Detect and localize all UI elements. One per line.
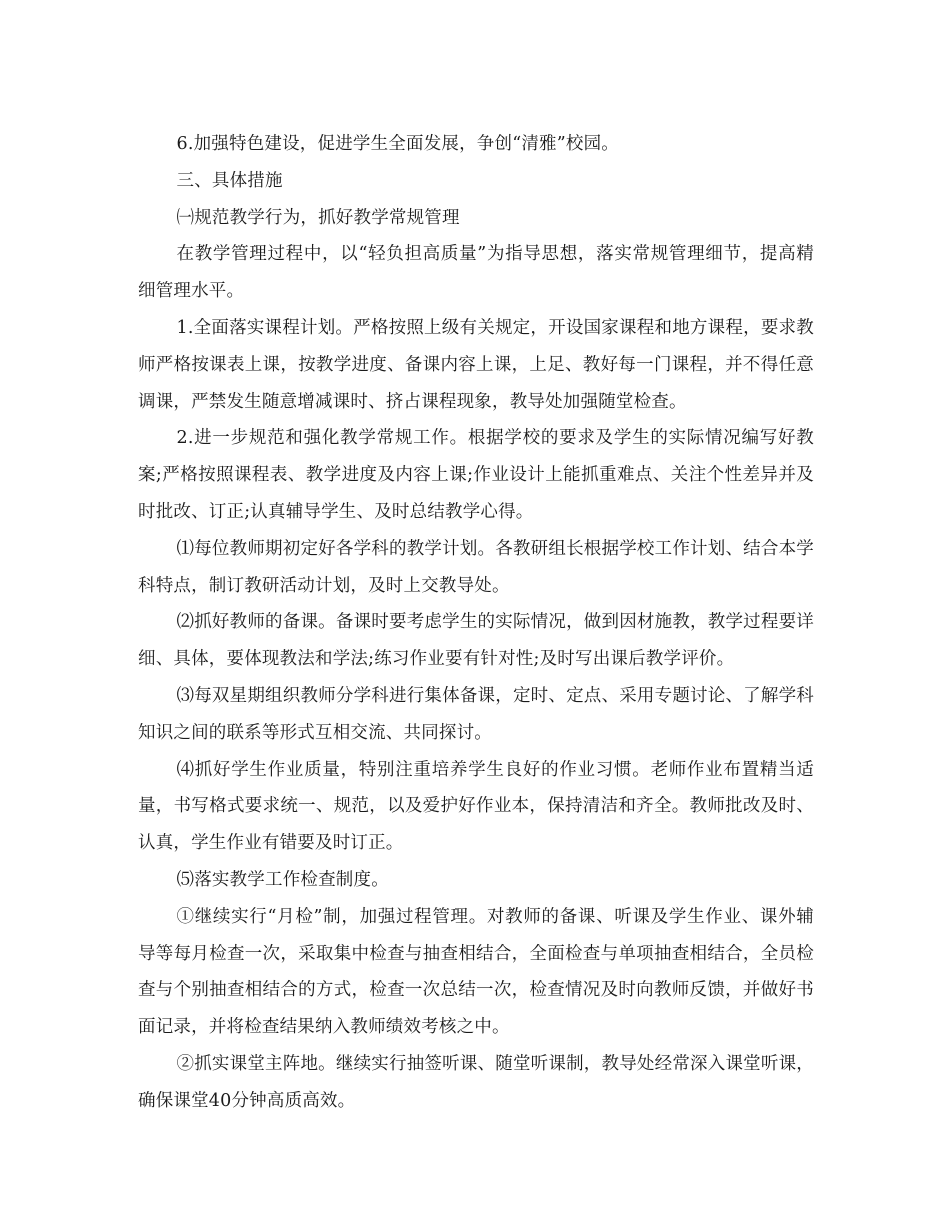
paragraph-sub-3: ⑶每双星期组织教师分学科进行集体备课，定时、定点、采用专题讨论、了解学科知识之间的联系等形式互相交流、共同探讨。 — [138, 685, 814, 743]
document-body — [138, 126, 814, 1120]
paragraph-sub-1: ⑴每位教师期初定好各学科的教学计划。各教研组长根据学校工作计划、结合本学科特点，制订教研活动计划，及时上交教导处。 — [138, 538, 814, 596]
paragraph-item-2: 2.进一步规范和强化教学常规工作。根据学校的要求及学生的实际情况编写好教案;严格按照课程表、教学进度及内容上课;作业设计上能抓重难点、关注个性差异并及时批改、订正;认真辅导学生、及时总结教学心得。 — [138, 428, 814, 522]
paragraph-sub-2: ⑵抓好教师的备课。备课时要考虑学生的实际情况，做到因材施教，教学过程要详细、具体，要体现教法和学法;练习作业要有针对性;及时写出课后教学评价。 — [138, 612, 814, 670]
section-heading-measures: 三、具体措施 — [176, 170, 283, 191]
paragraph-goal-6: 6.加强特色建设，促进学生全面发展，争创“清雅”校园。 — [176, 134, 619, 154]
paragraph-sub-5: ⑸落实教学工作检查制度。 — [176, 869, 389, 890]
paragraph-sub-4: ⑷抓好学生作业质量，特别注重培养学生良好的作业习惯。老师作业布置精当适量，书写格式要求统一、规范，以及爱护好作业本，保持清洁和齐全。教师批改及时、认真，学生作业有错要及时订正。 — [138, 759, 814, 854]
paragraph-circled-2: ②抓实课堂主阵地。继续实行抽签听课、随堂听课制，教导处经常深入课堂听课，确保课堂40分钟高质高效。 — [138, 1053, 814, 1111]
paragraph-circled-1: ①继续实行“月检”制，加强过程管理。对教师的备课、听课及学生作业、课外辅导等每月检查一次，采取集中检查与抽查相结合，全面检查与单项抽查相结合，全员检查与个别抽查相结合的方式，检查一次总结一次，检查情况及时向教师反馈，并做好书面记录，并将检查结果纳入教师绩效考核之中。 — [138, 906, 814, 1038]
paragraph-intro: 在教学管理过程中，以“轻负担高质量”为指导思想，落实常规管理细节，提高精细管理水平。 — [138, 244, 814, 302]
subsection-heading-1: ㈠规范教学行为，抓好教学常规管理 — [176, 207, 460, 228]
paragraph-item-1: 1.全面落实课程计划。严格按照上级有关规定，开设国家课程和地方课程，要求教师严格按课表上课，按教学进度、备课内容上课，上足、教好每一门课程，并不得任意调课，严禁发生随意增减课时、挤占课程现象，教导处加强随堂检查。 — [138, 317, 814, 412]
